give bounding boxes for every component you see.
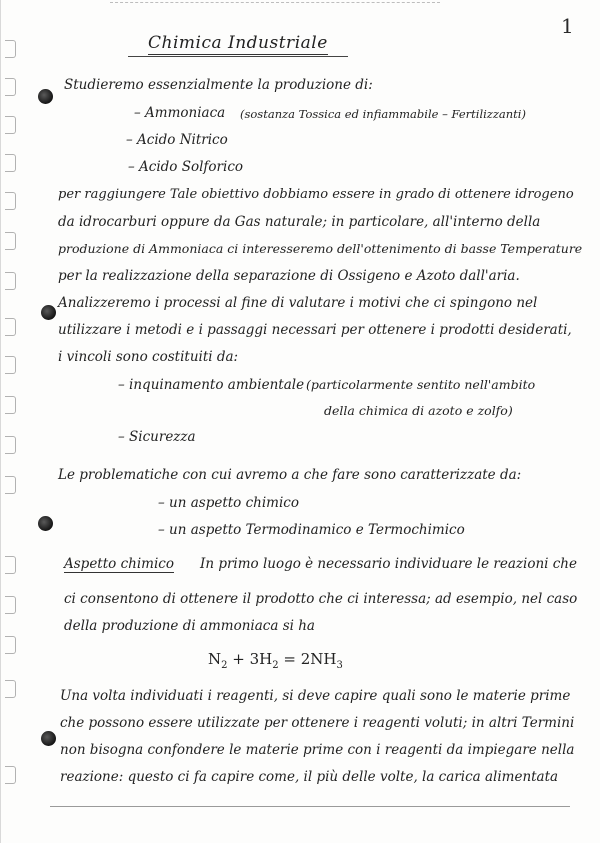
paragraph-2-line: Analizzeremo i processi al fine di valutare i motivi che ci spingono nel [58,295,538,311]
section-chemical-after-line: Una volta individuati i reagenti, si deve capire quali sono le materie prime [60,688,571,704]
product-item-nitric-acid: – Acido Nitrico [126,132,228,148]
binder-hole-top [38,89,53,104]
section-chemical-line: ci consentono di ottenere il prodotto che ci interessa; ad esempio, nel caso [64,591,578,607]
constraint-note-line: (particolarmente sentito nell'ambito [306,377,536,392]
punch-mark [5,556,16,574]
punch-mark [5,192,16,210]
intro-lead: Studieremo essenzialmente la produzione di: [64,77,373,93]
product-item-ammonia: – Ammoniaca [134,105,226,121]
punch-mark [5,766,16,784]
section-chemical-after-line: non bisogna confondere le materie prime con i reagenti da impiegare nella [60,742,575,758]
equation-hydrogen-subscript: 2 [272,660,279,671]
page-title: Chimica Industriale [148,33,328,53]
paragraph-1-line: produzione di Ammoniaca ci interesseremo dell'ottenimento di basse Temperature [58,241,583,256]
punch-mark [5,318,16,336]
ammonia-synthesis-equation [208,650,343,671]
page-number: 1 [561,14,574,38]
binder-hole-bottom [41,731,56,746]
punch-mark [5,636,16,654]
constraint-note-line: della chimica di azoto e zolfo) [324,403,513,418]
product-item-ammonia-note: (sostanza Tossica ed infiammabile – Fertilizzanti) [240,107,526,121]
paragraph-1-line: da idrocarburi oppure da Gas naturale; in particolare, all'interno della [58,214,541,230]
punch-mark [5,154,16,172]
equation-nitrogen-subscript: 2 [221,660,228,671]
punch-mark [5,356,16,374]
section-chemical-line: In primo luogo è necessario individuare le reazioni che [200,556,577,572]
punch-mark [5,78,16,96]
section-heading-chemical [64,555,174,573]
punch-mark [5,596,16,614]
section-chemical-after-line: che possono essere utilizzate per ottenere i reagenti voluti; in altri Termini [60,715,575,731]
paragraph-2-line: i vincoli sono costituiti da: [58,349,239,365]
equation-ammonia-subscript: 3 [336,660,343,671]
section-heading-text: Aspetto chimico [64,556,174,572]
punch-mark [5,40,16,58]
punch-mark [5,436,16,454]
page-edge-line [0,0,1,843]
punch-mark [5,116,16,134]
binder-hole-upper-middle [41,305,56,320]
paragraph-3-lead: Le problematiche con cui avremo a che fare sono caratterizzate da: [58,467,522,483]
constraint-item-safety: – Sicurezza [118,429,196,445]
product-item-sulfuric-acid: – Acido Solforico [128,159,244,175]
equation-ammonia: = 2NH [278,650,337,668]
constraint-item-environment: – inquinamento ambientale [118,377,305,393]
section-chemical-after-line: reazione: questo ci fa capire come, il più delle volte, la carica alimentata [60,769,559,785]
punch-mark [5,272,16,290]
paragraph-1-line: per raggiungere Tale obiettivo dobbiamo essere in grado di ottenere idrogeno [58,187,574,202]
bottom-rule [50,806,570,807]
punch-mark [5,396,16,414]
faint-top-marks [110,2,440,4]
aspect-item-chemical: – un aspetto chimico [158,495,299,511]
punch-mark [5,476,16,494]
punch-mark [5,232,16,250]
title-underline [128,56,348,57]
paragraph-2-line: utilizzare i metodi e i passaggi necessari per ottenere i prodotti desiderati, [58,322,572,338]
equation-nitrogen: N [208,650,222,668]
aspect-item-thermodynamic: – un aspetto Termodinamico e Termochimico [158,522,465,538]
punch-mark [5,680,16,698]
binder-hole-lower-middle [38,516,53,531]
paragraph-1-line: per la realizzazione della separazione di Ossigeno e Azoto dall'aria. [58,268,520,284]
equation-hydrogen: + 3H [227,650,273,668]
section-chemical-line: della produzione di ammoniaca si ha [64,618,315,634]
